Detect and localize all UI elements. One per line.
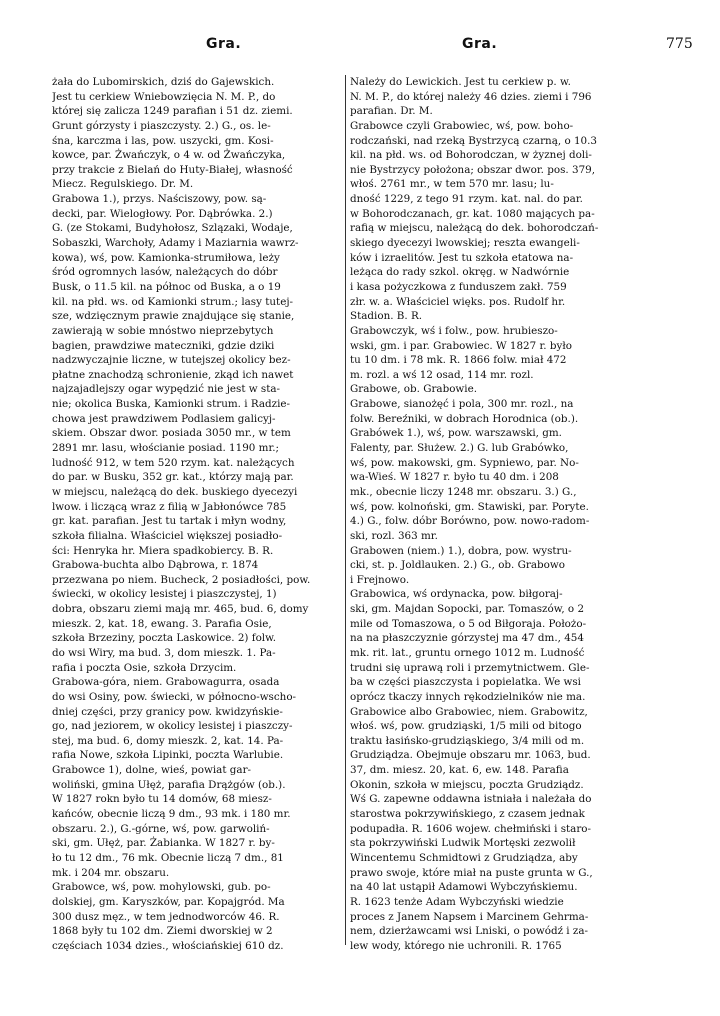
text-line: nie Bystrzycy położona; obszar dwor. pos. 379,: [350, 163, 596, 176]
text-line: skiem. Obszar dwor. posiada 3050 mr., w tem: [52, 427, 291, 440]
text-line: Busk, o 11.5 kil. na północ od Buska, a o 19: [52, 280, 281, 293]
text-line: Należy do Lewickich. Jest tu cerkiew p. w.: [350, 76, 571, 88]
text-line: włoś. 2761 mr., w tem 570 mr. lasu; lu-: [350, 178, 554, 191]
text-line: rafia Nowe, szkoła Lipinki, poczta Warlubie.: [52, 749, 284, 762]
text-line: gr. kat. parafian. Jest tu tartak i młyn wodny,: [52, 515, 287, 528]
text-line: Grabowa-buchta albo Dąbrowa, r. 1874: [52, 559, 259, 572]
text-line: leżąca do rady szkol. okręg. w Nadwórnie: [350, 266, 570, 279]
text-line: kil. na płd. ws. od Bohorodczan, w żyznej doli-: [350, 149, 592, 162]
text-line: mk. i 204 mr. obszaru.: [52, 866, 170, 879]
text-line: wa-Wieś. W 1827 r. było tu 40 dm. i 208: [350, 471, 559, 484]
text-line: szkoła filialna. Właściciel większej posiadło-: [52, 529, 283, 542]
text-line: Wincentemu Schmidtowi z Grudziądza, aby: [350, 851, 578, 864]
text-line: której się zalicza 1249 parafian i 51 dz. ziemi.: [52, 105, 293, 118]
text-line: świecki, w okolicy lesistej i piaszczystej, 1): [52, 588, 277, 601]
text-line: ski, rozl. 363 mr.: [350, 529, 438, 542]
text-line: prawo swoje, które miał na puste grunta w G.,: [350, 866, 593, 879]
text-line: Grabowice albo Grabowiec, niem. Grabowitz,: [350, 705, 588, 718]
text-line: dobra, obszaru ziemi mają mr. 465, bud. 6, domy: [52, 603, 309, 616]
text-line: R. 1623 tenże Adam Wybczyński wiedzie: [350, 895, 564, 908]
text-line: rafia i poczta Osie, szkoła Drzycim.: [52, 661, 237, 674]
text-line: śna, karczma i las, pow. uszycki, gm. Kosi-: [52, 134, 274, 147]
text-line: Sobaszki, Warchoły, Adamy i Maziarnia wawrz-: [52, 237, 299, 250]
text-line: Grabowce czyli Grabowiec, wś, pow. boho-: [350, 119, 574, 132]
text-line: złr. w. a. Właściciel więks. pos. Rudolf hr.: [350, 295, 566, 308]
text-line: ści: Henryka hr. Miera spadkobiercy. B. R.: [52, 544, 274, 557]
text-line: Grabowczyk, wś i folw., pow. hrubieszo-: [350, 324, 558, 337]
text-line: Grabowen (niem.) 1.), dobra, pow. wystru-: [350, 544, 572, 557]
text-line: ło tu 12 dm., 76 mk. Obecnie liczą 7 dm., 81: [52, 851, 284, 864]
text-line: sta pokrzywiński Ludwik Mortęski zezwolił: [350, 837, 576, 850]
text-line: 37, dm. miesz. 20, kat. 6, ew. 148. Parafia: [350, 764, 569, 777]
text-line: Grabówek 1.), wś, pow. warszawski, gm.: [350, 427, 562, 440]
text-line: nie; okolica Buska, Kamionki strum. i Radzie-: [52, 398, 291, 411]
text-line: W 1827 rokn było tu 14 domów, 68 miesz-: [52, 793, 272, 806]
text-line: rodczański, nad rzeką Bystrzycą czarną, o 10.3: [350, 134, 598, 147]
text-line: traktu łasińsko-grudziąskiego, 3/4 mili od m.: [350, 734, 585, 747]
text-line: lwow. i liczącą wraz z filią w Jabłonówce 785: [52, 500, 287, 513]
text-line: i kasa pożyczkowa z funduszem zakł. 759: [350, 280, 567, 293]
text-line: śród ogromnych lasów, należących do dóbr: [52, 266, 278, 279]
text-line: decki, par. Wielogłowy. Por. Dąbrówka. 2.): [52, 207, 273, 220]
text-line: bagien, prawdziwe mateczniki, gdzie dziki: [52, 339, 275, 352]
text-line: Grunt górzysty i piaszczysty. 2.) G., os. le-: [52, 119, 271, 132]
text-line: do par. w Busku, 352 gr. kat., którzy mają par.: [52, 471, 294, 484]
text-line: mieszk. 2, kat. 18, ewang. 3. Parafia Osie,: [52, 617, 272, 630]
text-line: parafian. Dr. M.: [350, 105, 433, 118]
text-line: wś, pow. makowski, gm. Sypniewo, par. No-: [350, 456, 579, 469]
text-line: cki, st. p. Joldlauken. 2.) G., ob. Grabowo: [350, 559, 565, 572]
text-line: kowa), wś, pow. Kamionka-strumiłowa, leży: [52, 251, 280, 264]
text-line: mk., obecnie liczy 1248 mr. obszaru. 3.) G.,: [350, 485, 577, 498]
text-line: kowce, par. Żwańczyk, o 4 w. od Żwańczyka,: [52, 149, 286, 162]
text-line: w miejscu, należącą do dek. buskiego dyecezyi: [52, 485, 298, 498]
text-line: Stadion. B. R.: [350, 310, 423, 323]
text-line: G. (ze Stokami, Budyhołosz, Szlązaki, Wodaje,: [52, 222, 293, 235]
text-line: włoś. wś, pow. grudziąski, 1/5 mili od bitogo: [350, 720, 582, 733]
text-line: na na płaszczyznie górzystej ma 47 dm., 454: [350, 632, 584, 645]
text-line: przy trakcie z Bielań do Huty-Białej, własność: [52, 163, 293, 176]
text-line: 2891 mr. lasu, włościanie posiad. 1190 mr.;: [52, 442, 280, 455]
text-line: obszaru. 2.), G.-górne, wś, pow. garwoliń-: [52, 822, 270, 835]
text-line: nadzwyczajnie liczne, w tutejszej okolicy bez-: [52, 354, 291, 367]
text-line: do wsi Wiry, ma bud. 3, dom mieszk. 1. Pa-: [52, 646, 276, 659]
text-line: Grudziądza. Obejmuje obszaru mr. 1063, bud.: [350, 749, 591, 762]
text-line: kil. na płd. ws. od Kamionki strum.; lasy tutej-: [52, 295, 294, 308]
text-line: 1868 były tu 102 dm. Ziemi dworskiej w 2: [52, 925, 273, 938]
text-line: Wś G. zapewne oddawna istniała i należała do: [350, 793, 592, 806]
text-line: lew wody, którego nie uchronili. R. 1765: [350, 939, 562, 952]
text-line: zawierają w sobie mnóstwo nieprzebytych: [52, 324, 274, 337]
text-line: dność 1229, z tego 91 rzym. kat. nal. do par.: [350, 193, 583, 206]
text-line: starostwa pokrzywińskiego, z czasem jednak: [350, 808, 585, 821]
text-line: Grabowe, sianożęć i pola, 300 mr. rozl., na: [350, 398, 574, 411]
text-line: m. rozl. a wś 12 osad, 114 mr. rozl.: [350, 368, 534, 381]
text-line: płatne znachodzą schronienie, zkąd ich nawet: [52, 368, 294, 381]
text-line: Miecz. Regulskiego. Dr. M.: [52, 178, 194, 191]
text-line: żała do Lubomirskich, dziś do Gajewskich.: [52, 76, 275, 88]
text-line: stej, ma bud. 6, domy mieszk. 2, kat. 14. Pa-: [52, 734, 284, 747]
text-line: przezwana po niem. Bucheck, 2 posiadłości, pow.: [52, 573, 311, 586]
text-line: w Bohorodczanach, gr. kat. 1080 mających pa-: [350, 207, 595, 220]
text-line: Grabowica, wś ordynacka, pow. biłgoraj-: [350, 588, 563, 601]
text-line: Grabowe, ob. Grabowie.: [350, 383, 477, 396]
text-line: sze, wdzięcznym prawie znajdujące się stanie,: [52, 310, 295, 323]
column-divider: [345, 75, 346, 945]
text-line: kańców, obecnie liczą 9 dm., 93 mk. i 180 mr.: [52, 808, 291, 821]
text-line: szkoła Brzeziny, poczta Laskowice. 2) folw.: [52, 632, 277, 645]
text-line: ba w części piaszczysta i popielatka. We wsi: [350, 676, 581, 689]
text-line: go, nad jeziorem, w okolicy lesistej i piaszczy-: [52, 720, 293, 733]
text-line: Falenty, par. Służew. 2.) G. lub Grabówko,: [350, 442, 569, 455]
right-headword: Gra.: [462, 36, 498, 52]
text-line: Grabowa 1.), przys. Naściszowy, pow. są-: [52, 193, 267, 206]
left-headword: Gra.: [206, 36, 242, 52]
text-line: N. M. P., do której należy 46 dzies. ziemi i 796: [350, 90, 592, 103]
left-column: [52, 75, 342, 953]
text-line: ków i izraelitów. Jest tu szkoła etatowa na-: [350, 251, 574, 264]
page-header: [0, 36, 720, 58]
text-line: Grabowa-góra, niem. Grabowagurra, osada: [52, 676, 280, 689]
text-line: najzajadlejszy ogar wypędzić nie jest w sta-: [52, 383, 281, 396]
text-line: na 40 lat ustąpił Adamowi Wybczyńskiemu.: [350, 881, 578, 894]
text-line: Grabowce 1), dolne, wieś, powiat gar-: [52, 764, 252, 777]
text-line: chowa jest prawdziwem Podlasiem galicyj-: [52, 412, 276, 425]
text-line: nem, dzierżawcami wsi Lniski, o powódź i za-: [350, 925, 589, 938]
text-line: ludność 912, w tem 520 rzym. kat. należących: [52, 456, 295, 469]
text-line: wski, gm. i par. Grabowiec. W 1827 r. było: [350, 339, 572, 352]
text-line: mile od Tomaszowa, o 5 od Biłgoraja. Położo-: [350, 617, 587, 630]
text-line: 4.) G., folw. dóbr Borówno, pow. nowo-radom-: [350, 515, 590, 528]
text-line: rafią w miejscu, należącą do dek. bohorodczań-: [350, 222, 599, 235]
text-line: dniej części, przy granicy pow. kwidzyńskie-: [52, 705, 283, 718]
text-line: do wsi Osiny, pow. świecki, w północno-wscho-: [52, 690, 297, 703]
text-line: ski, gm. Majdan Sopocki, par. Tomaszów, o 2: [350, 603, 585, 616]
text-line: folw. Bereźniki, w dobrach Horodnica (ob.).: [350, 412, 579, 425]
text-line: ski, gm. Ułęż, par. Żabianka. W 1827 r. by-: [52, 837, 275, 850]
text-line: mk. rit. lat., gruntu ornego 1012 m. Ludność: [350, 646, 585, 659]
text-line: dolskiej, gm. Karyszków, par. Kopajgród. Ma: [52, 895, 285, 908]
text-line: Okonin, szkoła w miejscu, poczta Grudziądz.: [350, 778, 584, 791]
text-line: woliński, gmina Ułęż, parafia Drążgów (ob.).: [52, 778, 286, 791]
text-line: wś, pow. kolnoński, gm. Stawiski, par. Poryte.: [350, 500, 589, 513]
page-number: 775: [666, 36, 693, 52]
text-line: skiego dyecezyi lwowskiej; reszta ewangeli-: [350, 237, 580, 250]
text-line: Jest tu cerkiew Wniebowzięcia N. M. P., do: [52, 90, 276, 103]
text-line: tu 10 dm. i 78 mk. R. 1866 folw. miał 472: [350, 354, 567, 367]
text-line: i Frejnowo.: [350, 573, 410, 586]
right-column: [350, 75, 640, 953]
text-line: oprócz tkaczy innych rękodzielników nie ma.: [350, 690, 586, 703]
text-line: Grabowce, wś, pow. mohylowski, gub. po-: [52, 881, 271, 894]
text-line: trudni się uprawą roli i przemytnictwem. Gle-: [350, 661, 590, 674]
text-line: proces z Janem Napsem i Marcinem Gehrma-: [350, 910, 589, 923]
text-line: podupadła. R. 1606 wojew. chełmiński i staro-: [350, 822, 592, 835]
text-line: częściach 1034 dzies., włościańskiej 610 dz.: [52, 939, 284, 952]
text-line: 300 dusz męz., w tem jednodworców 46. R.: [52, 910, 280, 923]
